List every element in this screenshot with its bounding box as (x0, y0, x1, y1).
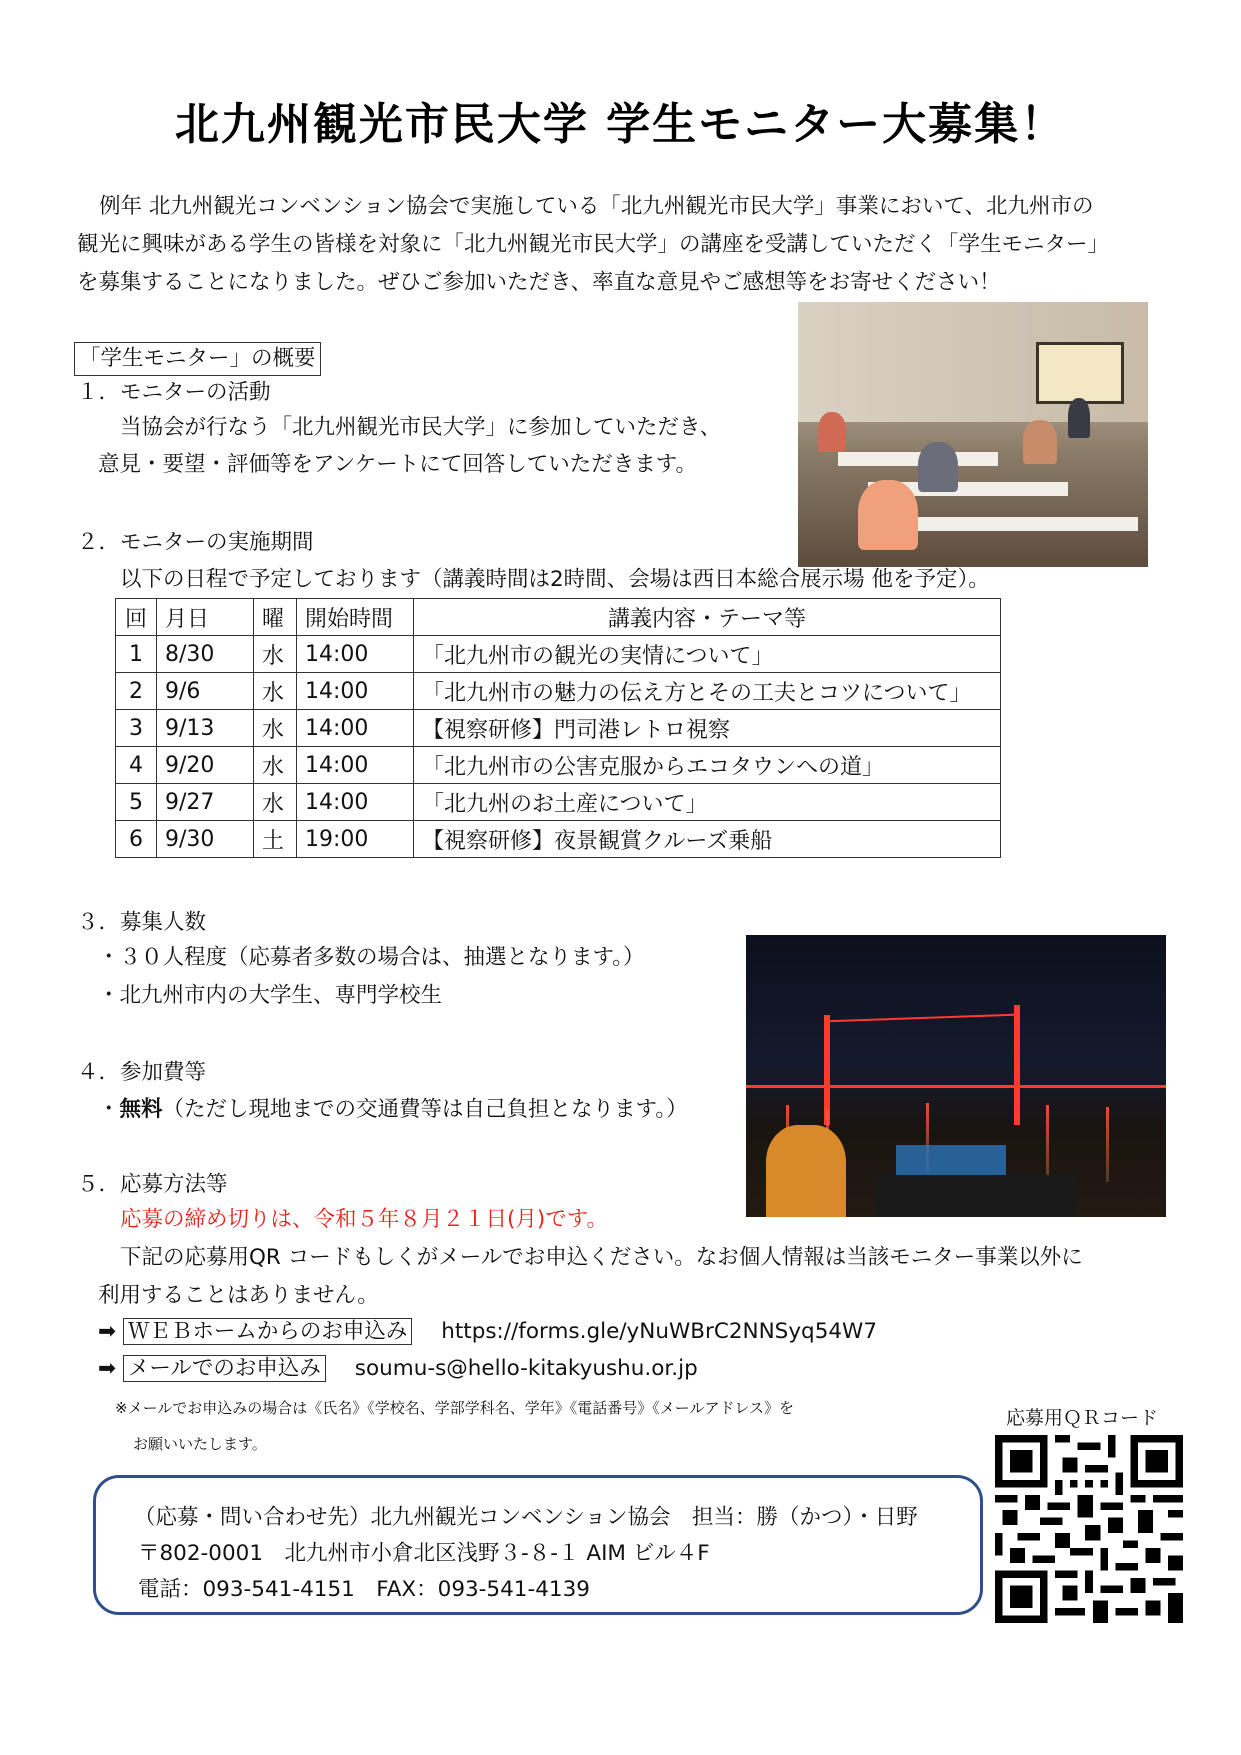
web-apply-link[interactable]: https://forms.gle/yNuWBrC2NNSyq54W7 (441, 1319, 877, 1344)
qr-label: 応募用ＱＲコード (1006, 1407, 1159, 1429)
row-day: 水 (254, 710, 297, 747)
table-row (116, 673, 1001, 710)
row-day: 水 (254, 784, 297, 821)
row-time: 14:00 (297, 747, 414, 784)
row-day: 水 (254, 747, 297, 784)
row-topic: 「北九州のお土産について」 (414, 784, 1001, 821)
header-topic: 講義内容・テーマ等 (414, 599, 1001, 636)
header-time: 開始時間 (297, 599, 414, 636)
row-date: 9/6 (157, 673, 254, 710)
row-time: 14:00 (297, 673, 414, 710)
section1-line-2: 意見・要望・評価等をアンケートにて回答していただきます。 (98, 452, 697, 477)
row-time: 14:00 (297, 710, 414, 747)
row-no: 3 (116, 710, 157, 747)
fee-free: 無料 (119, 1097, 163, 1122)
row-date: 9/20 (157, 747, 254, 784)
row-time: 19:00 (297, 821, 414, 858)
row-no: 2 (116, 673, 157, 710)
note-line-2: お願いいたします。 (133, 1435, 267, 1453)
overview-label: 「学生モニター」の概要 (74, 342, 321, 376)
intro-line-2: 観光に興味がある学生の皆様を対象に「北九州観光市民大学」の講座を受講していただく「学生モニター」 (77, 232, 1110, 257)
table-row (116, 710, 1001, 747)
table-header-row (116, 599, 1001, 636)
table-row (116, 747, 1001, 784)
schedule-table (115, 598, 1001, 858)
section4-fee (98, 1092, 688, 1128)
section2-desc: 以下の日程で予定しております（講義時間は2時間、会場は西日本総合展示場 他を予定）。 (120, 567, 990, 592)
page-title: 北九州観光市民大学 学生モニター大募集！ (174, 99, 1067, 150)
row-topic: 「北九州市の観光の実情について」 (414, 636, 1001, 673)
mail-apply-label: メールでのお申込み (123, 1355, 326, 1382)
contact-line-3: 電話：093-541-4151 FAX：093-541-4139 (138, 1577, 590, 1602)
header-no: 回 (116, 599, 157, 636)
row-topic: 【視察研修】夜景観賞クルーズ乗船 (414, 821, 1001, 858)
header-day: 曜 (254, 599, 297, 636)
arrow-right-icon: ➡ (98, 1319, 117, 1344)
row-topic: 【視察研修】門司港レトロ視察 (414, 710, 1001, 747)
section4-heading: ４．参加費等 (77, 1060, 207, 1085)
row-date: 8/30 (157, 636, 254, 673)
header-date: 月日 (157, 599, 254, 636)
note-line-1: ※メールでお申込みの場合は《氏名》《学校名、学部学科名、学年》《電話番号》《メールアドレス》を (115, 1399, 795, 1417)
contact-box (93, 1475, 983, 1615)
row-topic: 「北九州市の公害克服からエコタウンへの道」 (414, 747, 1001, 784)
qr-code-icon[interactable] (995, 1435, 1183, 1623)
section5-heading: ５．応募方法等 (77, 1172, 228, 1197)
web-apply-row (98, 1313, 877, 1351)
section3-heading: ３．募集人数 (77, 910, 207, 935)
row-date: 9/30 (157, 821, 254, 858)
row-date: 9/27 (157, 784, 254, 821)
deadline-text: 応募の締め切りは、令和５年８月２１日(月)です。 (120, 1207, 609, 1232)
classroom-photo (798, 302, 1148, 567)
row-day: 水 (254, 636, 297, 673)
row-no: 4 (116, 747, 157, 784)
row-time: 14:00 (297, 636, 414, 673)
section2-heading: ２．モニターの実施期間 (77, 530, 314, 555)
section3-item-2: ・北九州市内の大学生、専門学校生 (98, 983, 443, 1008)
row-day: 水 (254, 673, 297, 710)
fee-bullet: ・ (98, 1097, 120, 1122)
contact-line-1: （応募・問い合わせ先）北九州観光コンベンション協会 担当：勝（かつ）・日野 (134, 1505, 918, 1530)
row-topic: 「北九州市の魅力の伝え方とその工夫とコツについて」 (414, 673, 1001, 710)
section3-item-1: ・３０人程度（応募者多数の場合は、抽選となります。） (98, 945, 645, 970)
row-no: 6 (116, 821, 157, 858)
night-cruise-photo (746, 935, 1166, 1217)
row-no: 1 (116, 636, 157, 673)
row-day: 土 (254, 821, 297, 858)
intro-text (77, 188, 1177, 302)
row-time: 14:00 (297, 784, 414, 821)
section1-heading: １．モニターの活動 (77, 380, 271, 405)
intro-line-1: 例年 北九州観光コンベンション協会で実施している「北九州観光市民大学」事業において、北九州市の (99, 194, 1094, 219)
intro-line-3: を募集することになりました。ぜひご参加いただき、率直な意見やご感想等をお寄せください！ (77, 270, 1001, 295)
section5-line-2: 利用することはありません。 (98, 1283, 379, 1308)
arrow-right-icon: ➡ (98, 1356, 117, 1381)
contact-line-2: 〒802-0001 北九州市小倉北区浅野３-８-１ AIM ビル４F (138, 1541, 710, 1566)
section5-line-1: 下記の応募用QR コードもしくがメールでお申込ください。なお個人情報は当該モニター事業以外に (120, 1245, 1083, 1270)
row-no: 5 (116, 784, 157, 821)
web-apply-label: ＷＥＢホームからのお申込み (123, 1318, 413, 1345)
section1-line-1: 当協会が行なう「北九州観光市民大学」に参加していただき、 (120, 415, 722, 440)
row-date: 9/13 (157, 710, 254, 747)
mail-apply-link[interactable]: soumu-s@hello-kitakyushu.or.jp (354, 1356, 698, 1381)
table-row (116, 784, 1001, 821)
table-row (116, 821, 1001, 858)
fee-note: （ただし現地までの交通費等は自己負担となります。） (162, 1097, 688, 1122)
table-row (116, 636, 1001, 673)
mail-apply-row (98, 1350, 698, 1388)
